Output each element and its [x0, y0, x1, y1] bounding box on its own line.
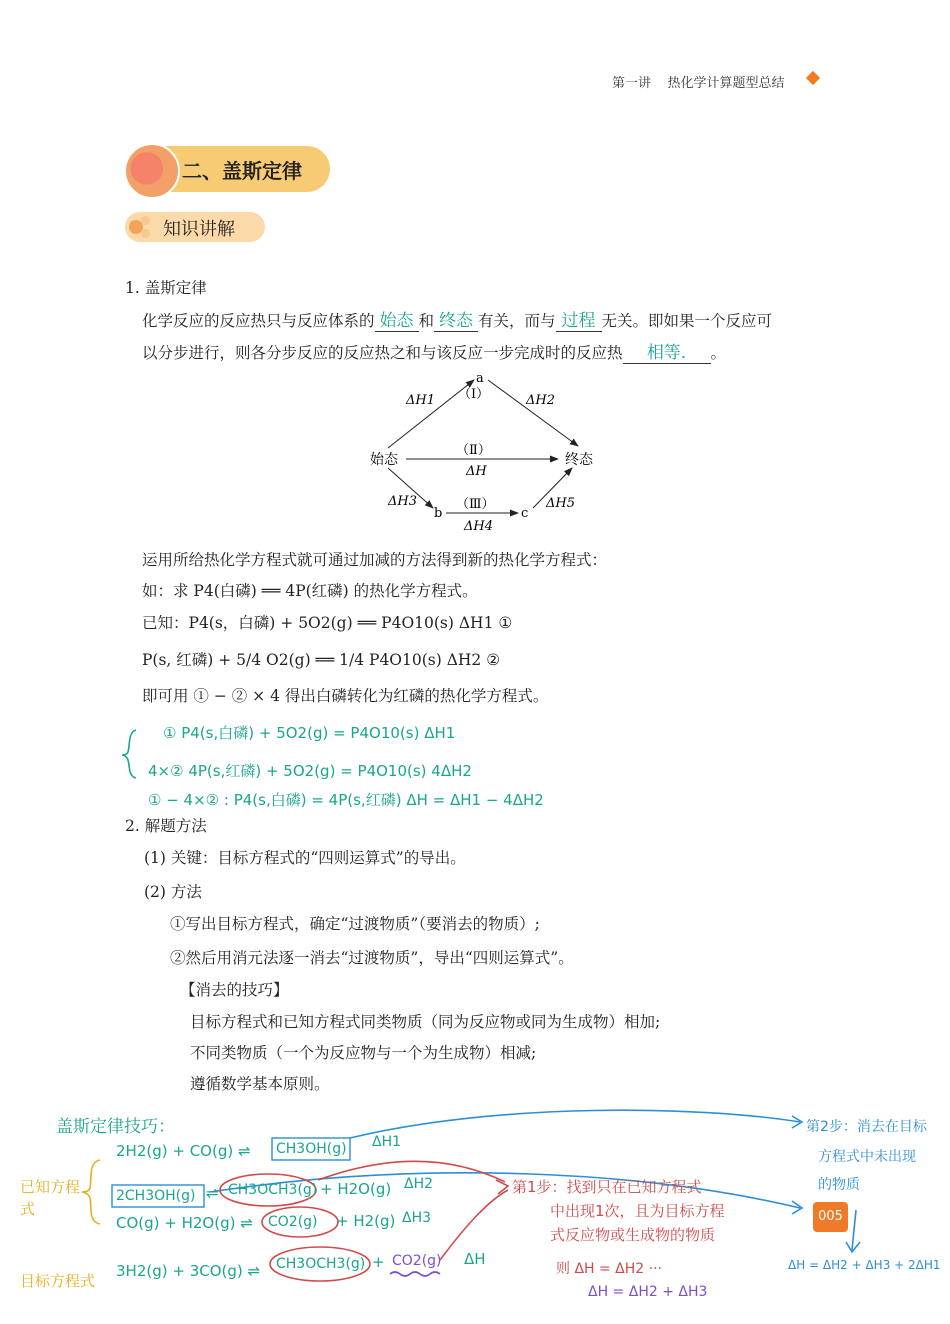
- subsection-title: 知识讲解: [163, 219, 235, 240]
- header-lecture: 第一讲: [612, 76, 652, 91]
- note-eq3: ① − 4×② : P4(s,白磷) = 4P(s,红磷) ΔH = ΔH1 − 4ΔH2: [148, 791, 544, 809]
- step2-line1: 第2步：消去在目标: [806, 1119, 927, 1135]
- example-question: 如：求 P4(白磷) ══ 4P(红磷) 的热化学方程式。: [142, 582, 478, 600]
- step1-line1: 第1步：找到只在已知方程式: [512, 1178, 702, 1196]
- final-dh: ΔH = ΔH2 + ΔH3 + 2ΔH1: [788, 1258, 941, 1272]
- then-dh: 则 ΔH = ΔH2 ···: [556, 1261, 662, 1277]
- step2-line2: 方程式中未出现: [818, 1149, 916, 1165]
- reaction4-co2: CO2(g): [392, 1253, 442, 1269]
- example-conclusion: 即可用 ① − ② × 4 得出白磷转化为红磷的热化学方程式。: [142, 687, 549, 705]
- part2-heading: 2. 解题方法: [125, 817, 207, 835]
- label-dh2: ΔH2: [526, 393, 555, 408]
- step1-line3: 式反应物或生成物的物质: [550, 1226, 716, 1244]
- tip-3: 遵循数学基本原则。: [190, 1075, 330, 1093]
- reaction4-circle: CH3OCH3(g): [276, 1256, 366, 1272]
- blank-end-state: 终态: [439, 311, 474, 331]
- part2-p2: (2) 方法: [144, 883, 202, 901]
- tip-title: 【消去的技巧】: [180, 981, 289, 999]
- reaction3-left: CO(g) + H2O(g) ⇌: [116, 1214, 253, 1232]
- section-title: 二、盖斯定律: [182, 159, 302, 183]
- reaction2-box: 2CH3OH(g): [116, 1188, 196, 1204]
- note-eq2: 4×② 4P(s,红磷) + 5O2(g) = P4O10(s) 4ΔH2: [148, 762, 472, 780]
- blank-process: 过程: [561, 311, 596, 331]
- blank-equal: 相等.: [646, 343, 687, 363]
- result-dh: ΔH = ΔH2 + ΔH3: [588, 1284, 708, 1300]
- reaction1-dh: ΔH1: [372, 1134, 402, 1150]
- brace-icon: [120, 728, 142, 780]
- reaction3-circle: CO2(g): [268, 1214, 318, 1230]
- part2-p1: (1) 关键：目标方程式的“四则运算式”的导出。: [144, 849, 466, 867]
- reaction4-dh: ΔH: [464, 1250, 486, 1268]
- route-1: （Ⅰ）: [458, 387, 490, 402]
- example-eq2: P(s, 红磷) + 5/4 O2(g) ══ 1/4 P4O10(s) ΔH2 ②: [142, 651, 501, 669]
- part1-line1: 化学反应的反应热只与反应体系的 始态 和 终态 有关，而与 过程 无关。即如果一个反应可: [142, 306, 772, 332]
- header-diamond-icon: [806, 71, 820, 85]
- part1-line2: 以分步进行，则各分步反应的反应热之和与该反应一步完成时的反应热 相等. 。: [142, 338, 726, 364]
- reaction1-left: 2H2(g) + CO(g) ⇌: [116, 1142, 251, 1160]
- page-number: 005: [813, 1202, 848, 1232]
- node-end: 终态: [565, 452, 593, 468]
- label-dh5: ΔH5: [546, 496, 575, 511]
- header-title: 热化学计算题型总结: [667, 76, 785, 91]
- example-intro: 运用所给热化学方程式就可通过加减的方法得到新的热化学方程式：: [142, 551, 608, 569]
- reaction3-dh: ΔH3: [402, 1210, 432, 1226]
- reaction2-dh: ΔH2: [404, 1176, 434, 1192]
- note-eq1: ① P4(s,白磷) + 5O2(g) = P4O10(s) ΔH1: [163, 724, 456, 742]
- node-c: c: [521, 506, 529, 521]
- hess-diagram: [360, 368, 620, 536]
- tip-1: 目标方程式和已知方程式同类物质（同为反应物或同为生成物）相加;: [190, 1013, 661, 1031]
- tip-2: 不同类物质（一个为反应物与一个为生成物）相减;: [190, 1044, 537, 1062]
- reaction3-right: + H2(g): [336, 1212, 396, 1230]
- reaction4-left: 3H2(g) + 3CO(g) ⇌: [116, 1262, 261, 1280]
- label-dh3: ΔH3: [388, 494, 417, 509]
- node-start: 始态: [370, 452, 398, 468]
- label-target-equation: 目标方程式: [20, 1272, 96, 1290]
- step1-line2: 中出现1次，且为目标方程: [550, 1202, 725, 1220]
- label-known-equations: 已知方程式: [20, 1178, 81, 1218]
- flask-icon: [124, 143, 180, 199]
- route-2: （Ⅱ）: [456, 443, 491, 458]
- step2-line3: 的物质: [818, 1177, 860, 1193]
- reaction2-arrow: ⇌: [206, 1184, 219, 1202]
- note2-title: 盖斯定律技巧：: [56, 1117, 175, 1137]
- reaction1-box: CH3OH(g): [276, 1141, 347, 1157]
- example-eq1: 已知：P4(s，白磷) + 5O2(g) ══ P4O10(s) ΔH1 ①: [142, 614, 513, 632]
- blank-start-state: 始态: [379, 311, 414, 331]
- node-a: a: [476, 371, 484, 386]
- part1-heading: 1. 盖斯定律: [125, 279, 207, 297]
- reaction2-right: + H2O(g): [320, 1180, 392, 1198]
- page-header: [612, 72, 785, 91]
- reaction2-circle: CH3OCH3(g): [228, 1182, 318, 1198]
- part2-step2: ②然后用消元法逐一消去“过渡物质”，导出“四则运算式”。: [170, 949, 574, 967]
- reaction4-plus: +: [372, 1253, 385, 1271]
- arrow-a-to-end: [488, 380, 578, 446]
- label-dh1: ΔH1: [406, 393, 435, 408]
- route-3: （Ⅲ）: [456, 497, 495, 512]
- node-b: b: [434, 506, 443, 521]
- label-dh4: ΔH4: [464, 519, 493, 534]
- blue-arrow-top: [350, 1110, 800, 1138]
- label-dh: ΔH: [466, 464, 487, 479]
- part2-step1: ①写出目标方程式，确定“过渡物质”（要消去的物质）;: [170, 915, 540, 933]
